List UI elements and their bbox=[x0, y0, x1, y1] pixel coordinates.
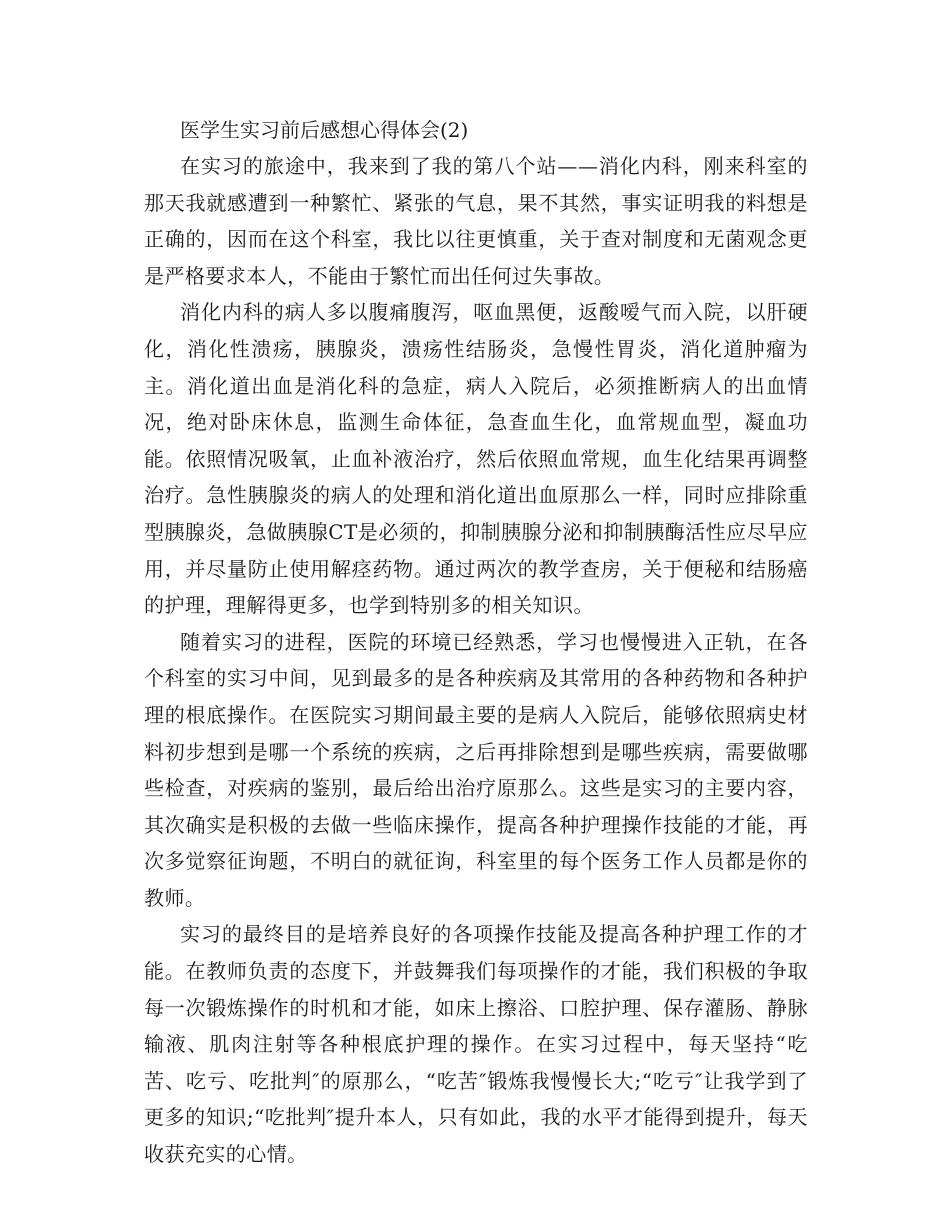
paragraph-1: 在实习的旅途中，我来到了我的第八个站——消化内科，刚来科室的那天我就感遭到一种繁忙、紧张的气息，果不其然，事实证明我的料想是正确的，因而在这个科室，我比以往更慎重，关于查对制度和无菌观念更是严格要求本人，不能由于繁忙而出任何过失事故。 bbox=[144, 154, 808, 288]
document-body bbox=[144, 112, 808, 1173]
paragraph-4: 实习的最终目的是培养良好的各项操作技能及提高各种护理工作的才能。在教师负责的态度下，并鼓舞我们每项操作的才能，我们积极的争取每一次锻炼操作的时机和才能，如床上擦浴、口腔护理、保存灌肠、静脉输液、肌肉注射等各种根底护理的操作。在实习过程中，每天坚持“吃苦、吃亏、吃批判″的原那么，“吃苦″锻炼我慢慢长大;“吃亏″让我学到了更多的知识;“吃批判″提升本人，只有如此，我的水平才能得到提升，每天收获充实的心情。 bbox=[144, 922, 808, 1167]
document-title: 医学生实习前后感想心得体会(2) bbox=[180, 118, 469, 142]
paragraph-2: 消化内科的病人多以腹痛腹泻，呕血黑便，返酸嗳气而入院，以肝硬化，消化性溃疡，胰腺炎，溃疡性结肠炎，急慢性胃炎，消化道肿瘤为主。消化道出血是消化科的急症，病人入院后，必须推断病人的出血情况，绝对卧床休息，监测生命体征，急查血生化，血常规血型，凝血功能。依照情况吸氧，止血补液治疗，然后依照血常规，血生化结果再调整治疗。急性胰腺炎的病人的处理和消化道出血原那么一样，同时应排除重型胰腺炎，急做胰腺CT是必须的，抑制胰腺分泌和抑制胰酶活性应尽早应用，并尽量防止使用解痉药物。通过两次的教学查房，关于便秘和结肠癌的护理，理解得更多，也学到特别多的相关知识。 bbox=[144, 300, 808, 618]
paragraph-3: 随着实习的进程，医院的环境已经熟悉，学习也慢慢进入正轨，在各个科室的实习中间，见到最多的是各种疾病及其常用的各种药物和各种护理的根底操作。在医院实习期间最主要的是病人入院后，能够依照病史材料初步想到是哪一个系统的疾病，之后再排除想到是哪些疾病，需要做哪些检查，对疾病的鉴别，最后给出治疗原那么。这些是实习的主要内容，其次确实是积极的去做一些临床操作，提高各种护理操作技能的才能，再次多觉察征询题，不明白的就征询，科室里的每个医务工作人员都是你的教师。 bbox=[144, 629, 808, 910]
